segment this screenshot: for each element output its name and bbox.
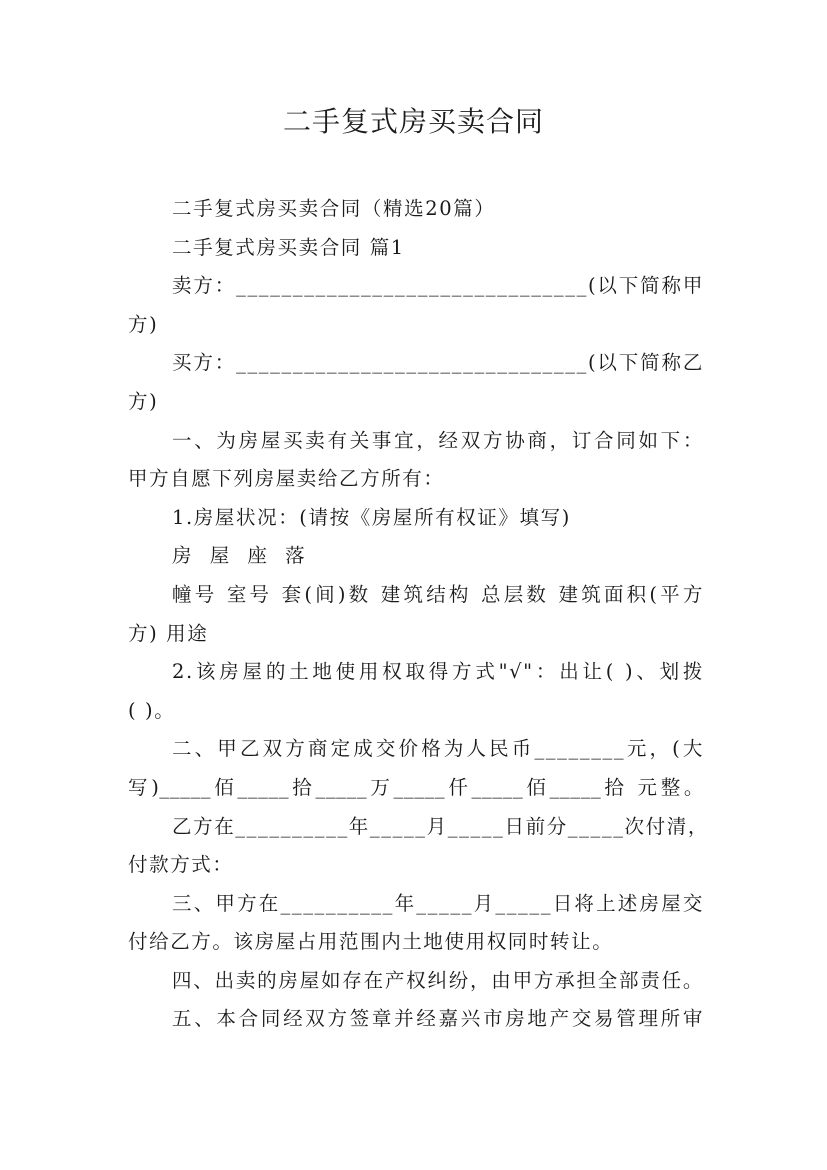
- payment-line: 乙方在__________年_____月_____日前分_____次付清，: [172, 814, 709, 838]
- house-status-line: 1.房屋状况：(请按《房屋所有权证》填写): [172, 505, 571, 529]
- seller-line: 卖方：_______________________________(以下简称甲: [172, 274, 704, 298]
- buyer-line-cont: 方): [128, 389, 159, 413]
- house-location-line: 房 屋 座 落: [172, 544, 311, 568]
- clause-2-line: 二、甲乙双方商定成交价格为人民币________元，(大: [172, 737, 704, 761]
- clause-2-line-cont: 写)_____佰_____拾_____万_____仟_____佰_____拾 元整。: [128, 775, 704, 799]
- document-title: 二手复式房买卖合同: [282, 105, 544, 138]
- house-fields-line-cont: 方) 用途: [128, 621, 209, 645]
- buyer-line: 买方：_______________________________(以下简称乙: [172, 351, 704, 375]
- clause-3-line: 三、甲方在__________年_____月_____日将上述房屋交: [172, 891, 704, 915]
- seller-line-cont: 方): [128, 312, 159, 336]
- land-use-line-cont: ( )。: [128, 698, 176, 722]
- land-use-line: 2.该房屋的土地使用权取得方式"√"：出让( )、划拨: [172, 660, 704, 684]
- payment-line-cont: 付款方式：: [128, 853, 234, 877]
- clause-4-line: 四、出卖的房屋如存在产权纠纷，由甲方承担全部责任。: [172, 968, 704, 992]
- house-fields-line: 幢号 室号 套(间)数 建筑结构 总层数 建筑面积(平方: [172, 582, 704, 606]
- section-heading: 二手复式房买卖合同 篇1: [172, 235, 405, 259]
- clause-3-line-cont: 付给乙方。该房屋占用范围内土地使用权同时转让。: [128, 930, 614, 954]
- subtitle-line: 二手复式房买卖合同（精选20篇）: [172, 197, 496, 220]
- document-body: [128, 190, 709, 1039]
- clause-1-line: 一、为房屋买卖有关事宜，经双方协商，订合同如下：: [172, 428, 704, 452]
- clause-5-line: 五、本合同经双方签章并经嘉兴市房地产交易管理所审: [172, 1007, 704, 1031]
- clause-1-line-cont: 甲方自愿下列房屋卖给乙方所有：: [128, 467, 445, 491]
